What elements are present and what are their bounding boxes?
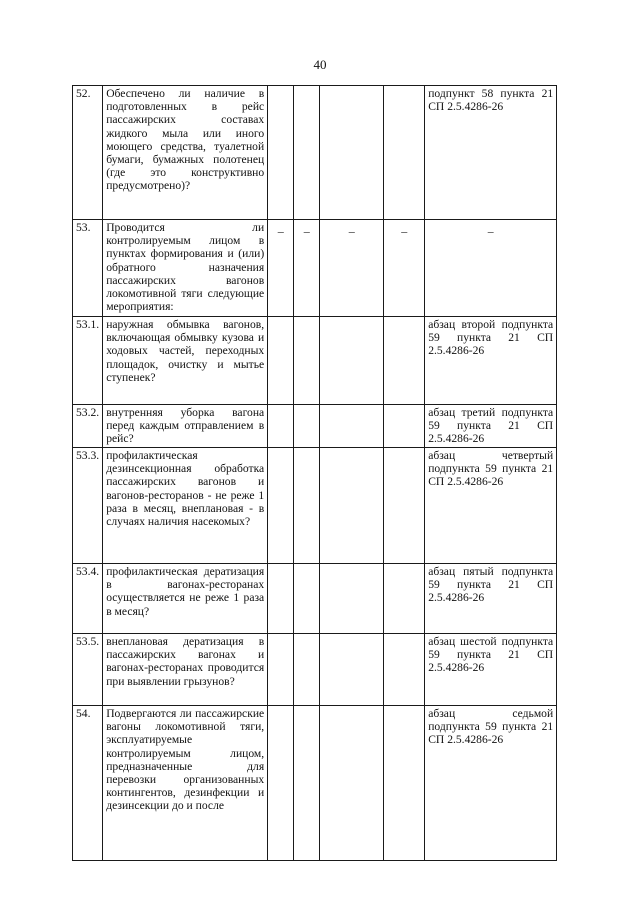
answer-na-cell: [320, 86, 384, 220]
answer-na-cell: [320, 564, 384, 634]
answer-yes-cell: [268, 405, 294, 448]
question-cell: [103, 448, 268, 564]
table-row: [73, 86, 557, 220]
answer-no-cell: [294, 634, 320, 706]
item-number: 53.5.: [73, 634, 103, 706]
table-row: [73, 706, 557, 861]
answer-no-cell: [294, 317, 320, 405]
reference-text: абзац седьмой подпункта 59 пункта 21 СП 2.5.4286-26: [428, 707, 554, 747]
item-number: 54.: [73, 706, 103, 861]
table-row: [73, 405, 557, 448]
reference-text: абзац четвертый подпункта 59 пункта 21 СП 2.5.4286-26: [428, 449, 554, 489]
answer-no-cell: [294, 448, 320, 564]
answer-na-cell: [320, 220, 384, 317]
reference-text: абзац шестой подпункта 59 пункта 21 СП 2.5.4286-26: [428, 635, 554, 675]
answer-yes-cell: [268, 220, 294, 317]
item-number: 53.2.: [73, 405, 103, 448]
item-number: 52.: [73, 86, 103, 220]
item-number: 53.3.: [73, 448, 103, 564]
answer-no-cell: [294, 86, 320, 220]
reference-text: –: [487, 225, 494, 238]
answer-na-cell: [320, 634, 384, 706]
reference-text: абзац третий подпункта 59 пункта 21 СП 2.5.4286-26: [428, 406, 554, 446]
table-row: [73, 317, 557, 405]
answer-yes-cell: [268, 706, 294, 861]
question-cell: [103, 317, 268, 405]
note-cell: [384, 448, 425, 564]
question-cell: [103, 564, 268, 634]
answer-no-cell: [294, 564, 320, 634]
note-cell: [384, 634, 425, 706]
note-cell: [384, 317, 425, 405]
item-number: 53.: [73, 220, 103, 317]
answer-na-cell: [320, 317, 384, 405]
answer-yes-cell: [268, 86, 294, 220]
note-cell: [384, 706, 425, 861]
answer-yes-cell: [268, 564, 294, 634]
reference-cell: [425, 706, 557, 861]
dash-mark: –: [303, 224, 310, 238]
dash-mark: –: [401, 224, 408, 238]
table-row: [73, 634, 557, 706]
table-row: [73, 564, 557, 634]
reference-text: абзац пятый подпункта 59 пункта 21 СП 2.5.4286-26: [428, 565, 554, 605]
note-cell: [384, 220, 425, 317]
reference-cell: [425, 448, 557, 564]
dash-mark: –: [277, 224, 284, 238]
answer-yes-cell: [268, 317, 294, 405]
page-number: 40: [313, 57, 327, 72]
answer-no-cell: [294, 405, 320, 448]
answer-yes-cell: [268, 448, 294, 564]
answer-na-cell: [320, 448, 384, 564]
reference-cell: [425, 405, 557, 448]
reference-cell: [425, 634, 557, 706]
question-text: профилактическая дезинсекционная обработка пассажирских вагонов и вагонов-ресторанов - не реже 1 раза в месяц, внеплановая - в случаях наличия насекомых?: [106, 449, 265, 529]
question-cell: [103, 86, 268, 220]
answer-no-cell: [294, 706, 320, 861]
question-text: профилактическая дератизация в вагонах-ресторанах осуществляется не реже 1 раза в месяц?: [106, 565, 265, 618]
question-text: наружная обмывка вагонов, включающая обмывку кузова и ходовых частей, переходных площадок, очистку и мытье ступенек?: [106, 318, 265, 384]
table-row: [73, 220, 557, 317]
table-row: [73, 448, 557, 564]
question-cell: [103, 405, 268, 448]
reference-cell: [425, 220, 557, 317]
question-text: внутренняя уборка вагона перед каждым отправлением в рейс?: [106, 406, 265, 446]
answer-na-cell: [320, 405, 384, 448]
item-number: 53.1.: [73, 317, 103, 405]
note-cell: [384, 405, 425, 448]
dash-mark: –: [348, 224, 355, 238]
answer-na-cell: [320, 706, 384, 861]
item-number: 53.4.: [73, 564, 103, 634]
reference-cell: [425, 86, 557, 220]
note-cell: [384, 564, 425, 634]
question-cell: [103, 634, 268, 706]
reference-text: подпункт 58 пункта 21 СП 2.5.4286-26: [428, 87, 554, 114]
question-text: Подвергаются ли пассажирские вагоны локомотивной тяги, эксплуатируемые контролируемым лицом, предназначенные для перевозки организованных контингентов, дезинфекции и дезинсекции до и после: [106, 707, 265, 813]
question-text: внеплановая дератизация в пассажирских вагонах и вагонах-ресторанах проводится при выявлении грызунов?: [106, 635, 265, 688]
question-text: Обеспечено ли наличие в подготовленных в рейс пассажирских составах жидкого мыла или иного моющего средства, туалетной бумаги, бумажных полотенец (где это конструктивно предусмотрено)?: [106, 87, 265, 193]
question-cell: [103, 220, 268, 317]
note-cell: [384, 86, 425, 220]
answer-no-cell: [294, 220, 320, 317]
reference-text: абзац второй подпункта 59 пункта 21 СП 2.5.4286-26: [428, 318, 554, 358]
question-cell: [103, 706, 268, 861]
reference-cell: [425, 317, 557, 405]
checklist-table: [72, 85, 557, 861]
answer-yes-cell: [268, 634, 294, 706]
question-text: Проводится ли контролируемым лицом в пунктах формирования и (или) обратного назначения пассажирских вагонов локомотивной тяги следующие мероприятия:: [106, 221, 265, 314]
reference-cell: [425, 564, 557, 634]
